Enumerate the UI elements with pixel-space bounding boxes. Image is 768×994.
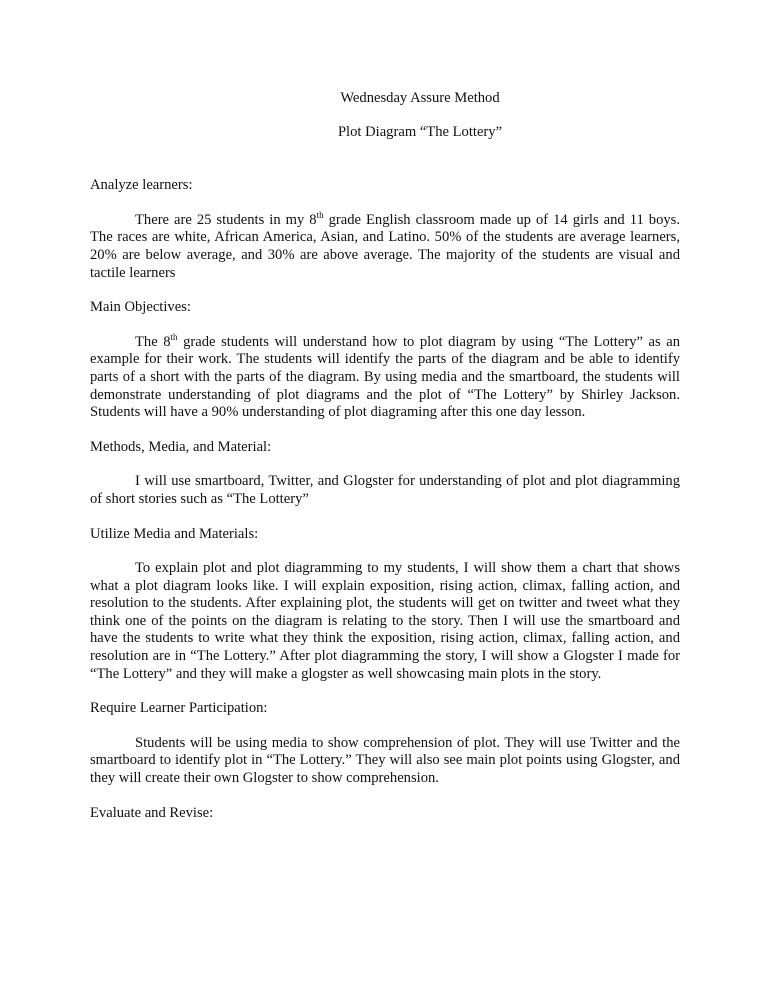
section-heading-analyze-learners: Analyze learners: bbox=[90, 177, 193, 194]
section-heading-main-objectives: Main Objectives: bbox=[90, 299, 191, 316]
paragraph-text: grade students will understand how to plot diagram by using “The Lottery” as an example for their work. The students will identify the parts of the diagram and be able to identify parts of a short with the parts of the diagram. By using media and the smartboard, the students will demonstrate understanding of plot diagrams and the plot of “The Lottery” by Shirley Jackson. Students will have a 90% understanding of plot diagraming after this one day lesson. bbox=[90, 333, 680, 421]
document-page bbox=[90, 90, 680, 839]
section-heading-utilize-media: Utilize Media and Materials: bbox=[90, 525, 259, 542]
superscript-ordinal: th bbox=[170, 331, 178, 342]
section-heading-evaluate-revise: Evaluate and Revise: bbox=[90, 804, 214, 821]
section-heading-methods-media-material: Methods, Media, and Material: bbox=[90, 438, 272, 455]
paragraph-text: The 8 bbox=[135, 333, 171, 350]
paragraph-methods-media-material: I will use smartboard, Twitter, and Glogster for understanding of plot and plot diagramming of short stories such as “The Lottery” bbox=[90, 473, 680, 507]
paragraph-learner-participation: Students will be using media to show comprehension of plot. They will use Twitter and the smartboard to identify plot in “The Lottery.” They will also see main plot points using Glogster, and they will create their own Glogster to show comprehension. bbox=[90, 734, 680, 787]
document-title: Wednesday Assure Method bbox=[340, 90, 500, 106]
paragraph-text: There are 25 students in my 8 bbox=[135, 211, 317, 228]
paragraph-analyze-learners bbox=[90, 209, 680, 282]
paragraph-utilize-media: To explain plot and plot diagramming to my students, I will show them a chart that shows what a plot diagram looks like. I will explain exposition, rising action, climax, falling action, and resolution to the students. After explaining plot, the students will get on twitter and tweet what they think one of the points on the diagram is relating to the story. Then I will use the smartboard and have the students to write what they think the exposition, rising action, climax, falling action, and resolution are in “The Lottery.” After plot diagramming the story, I will show a Glogster I made for “The Lottery” and they will make a glogster as well showcasing main plots in the story. bbox=[90, 560, 680, 682]
paragraph-text: grade English classroom made up of 14 girls and 11 boys. The races are white, African America, Asian, and Latino. 50% of the students are average learners, 20% are below average, and 30% are above average. The majority of the students are visual and tactile learners bbox=[90, 211, 680, 281]
superscript-ordinal: th bbox=[316, 209, 324, 220]
document-subtitle: Plot Diagram “The Lottery” bbox=[337, 123, 503, 140]
section-heading-learner-participation: Require Learner Participation: bbox=[90, 700, 268, 717]
paragraph-main-objectives bbox=[90, 331, 680, 422]
